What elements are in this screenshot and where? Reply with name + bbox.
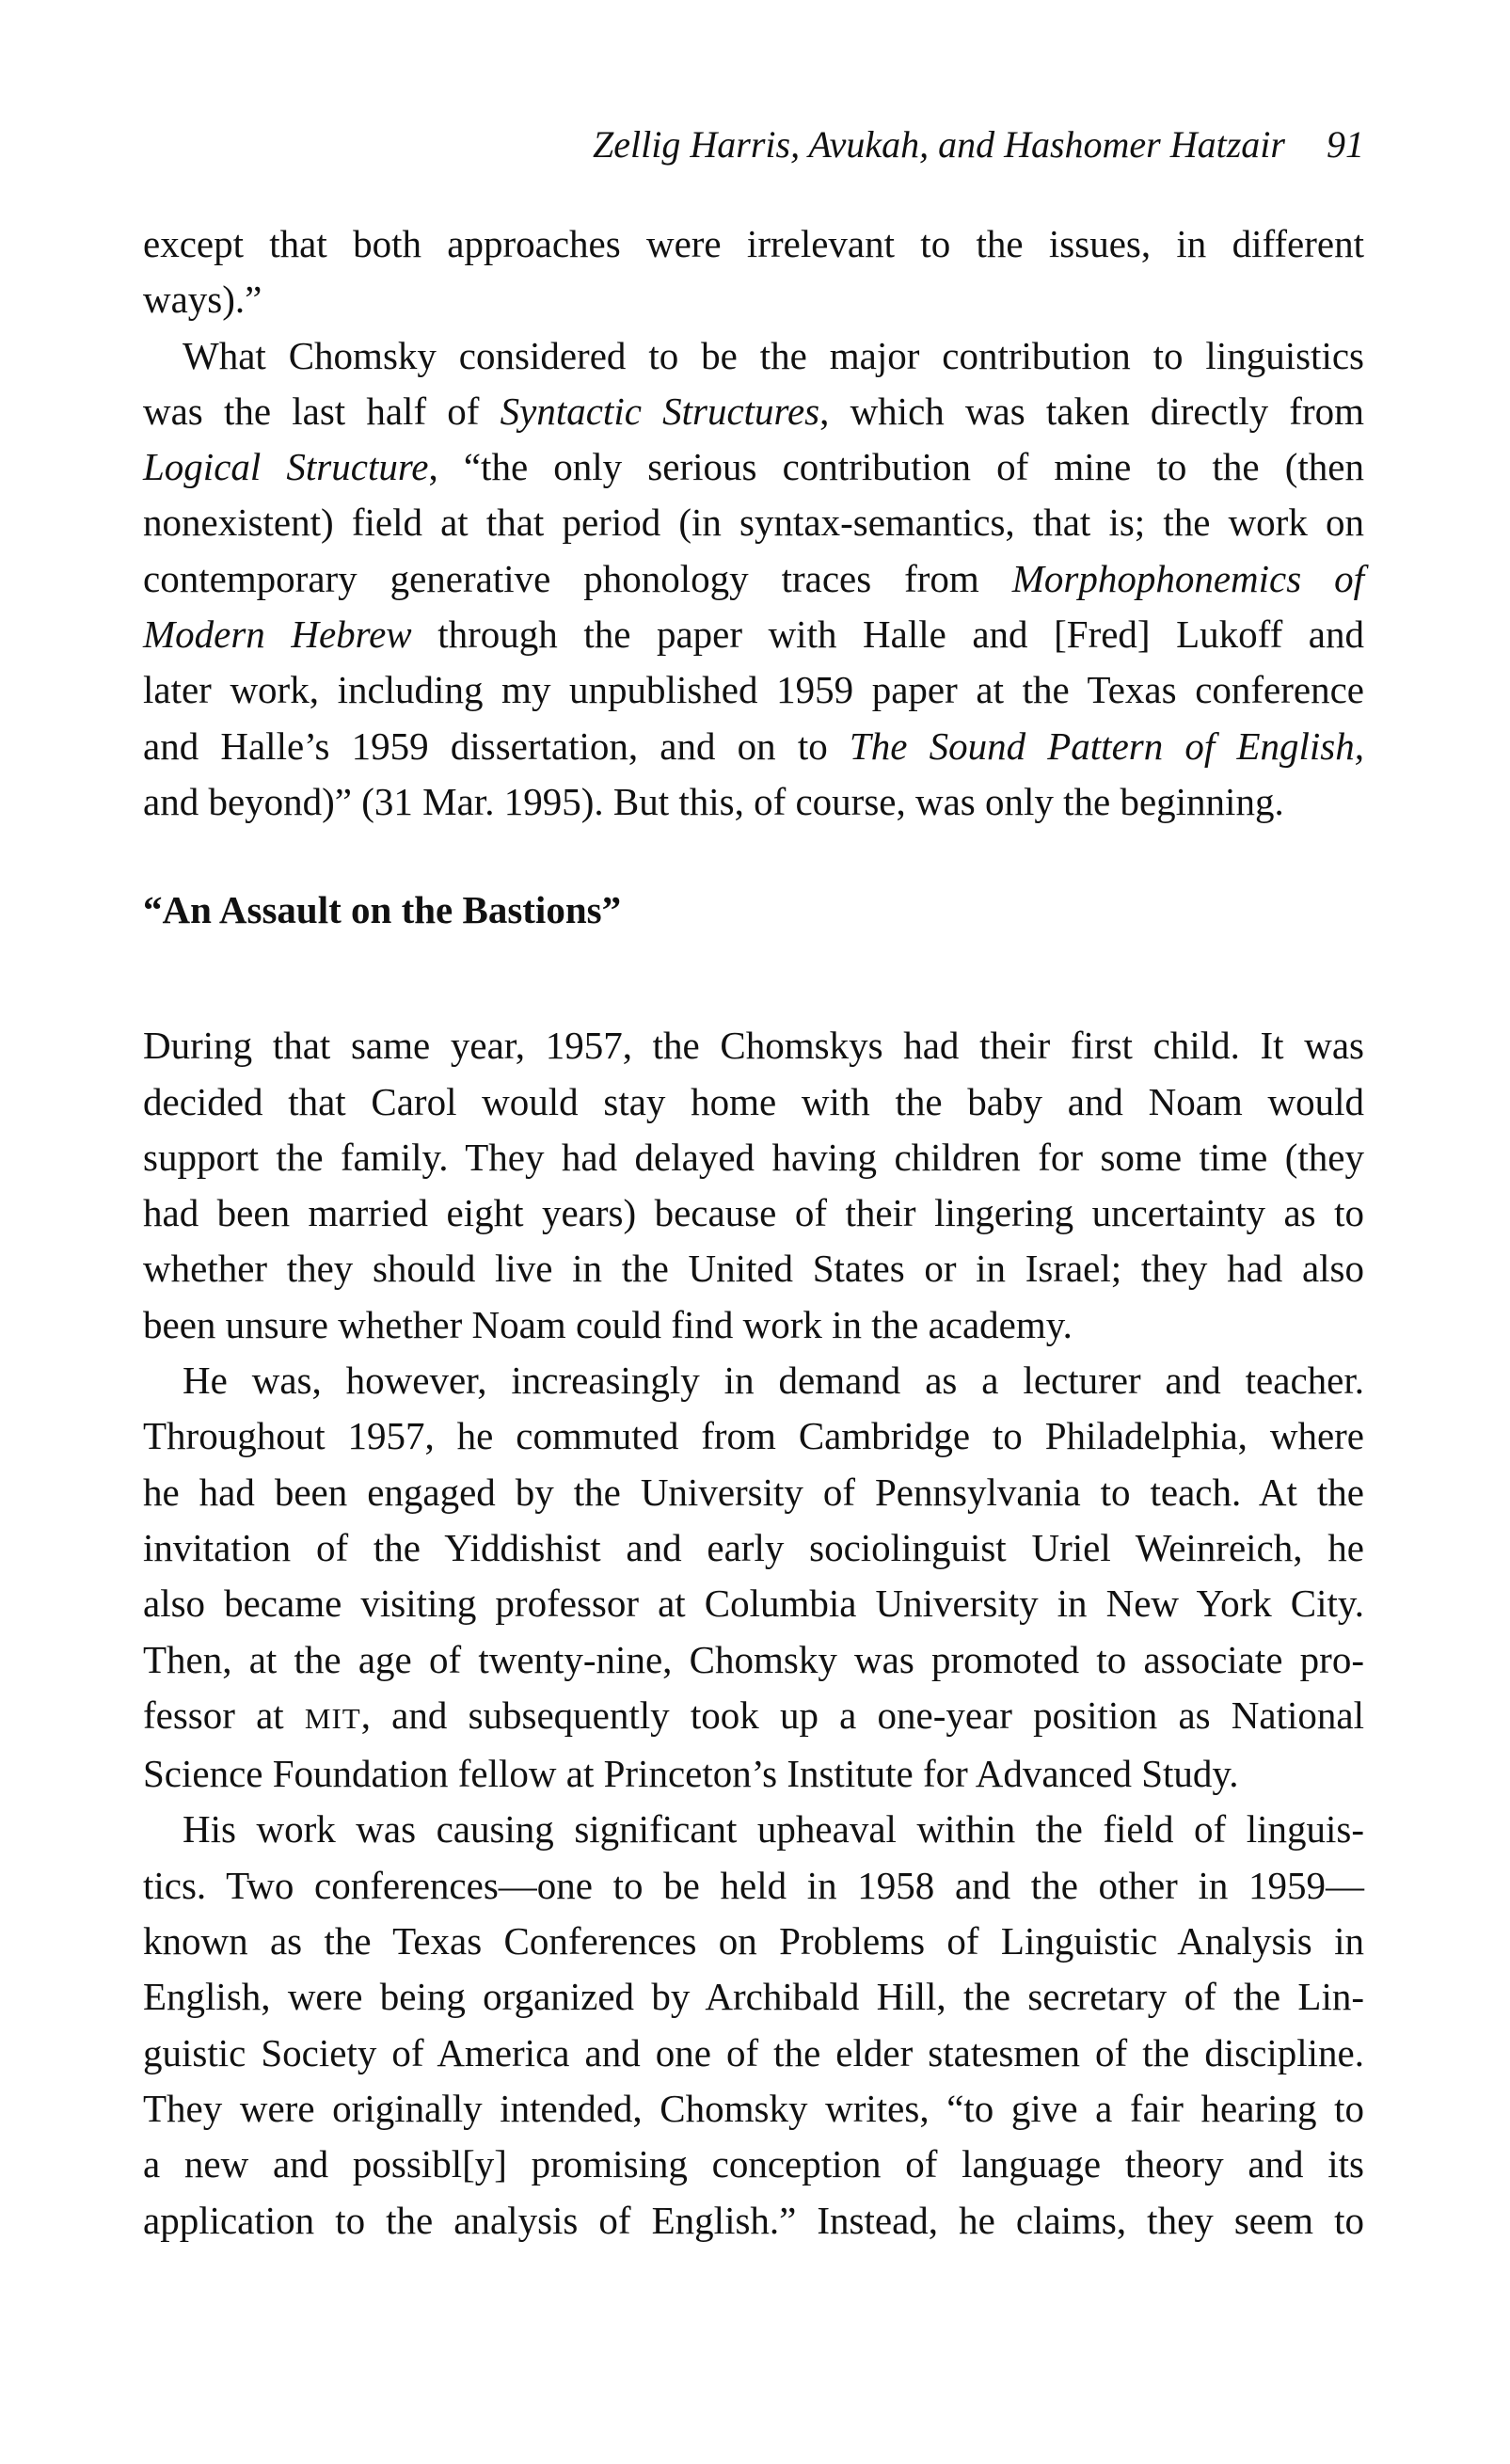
running-head (143, 120, 1364, 169)
text-line: invitation of the Yiddishist and early sociolinguist Uriel Weinreich, he (143, 1525, 1364, 1569)
text-line (143, 384, 1364, 439)
book-title: Logical Structure (143, 445, 429, 489)
text-line: He was, however, increasingly in demand as a lecturer and teacher. (183, 1359, 1364, 1403)
text-line (143, 439, 1364, 495)
text-line: Then, at the age of twenty-nine, Chomsky was promoted to associate pro- (143, 1637, 1364, 1681)
text-run: and Halle’s 1959 dissertation, and on to (143, 723, 850, 768)
text-run: , “the only serious contribution of mine to the (then (428, 445, 1364, 489)
text-line: nonexistent) field at that period (in syntax-semantics, that is; the work on (143, 501, 1364, 545)
text-line: and beyond)” (31 Mar. 1995). But this, of course, was only the beginning. (143, 779, 1284, 823)
text-line: During that same year, 1957, the Chomskys had their first child. It was (143, 1024, 1364, 1068)
text-line: been unsure whether Noam could find work in the academy. (143, 1302, 1073, 1346)
text-line: application to the analysis of English.” Instead, he claims, they seem to (143, 2198, 1364, 2242)
text-run: fessor at (143, 1693, 305, 1737)
text-line: except that both approaches were irrelevant to the issues, in different (143, 222, 1364, 265)
text-line: ways).” (143, 278, 262, 322)
text-run: was the last half of (143, 389, 501, 433)
paragraph-3 (143, 1018, 1364, 1353)
section-heading: “An Assault on the Bastions” (143, 888, 622, 932)
text-run: through the paper with Halle and [Fred] Lukoff and (411, 612, 1365, 657)
text-line: he had been engaged by the University of Pennsylvania to teach. At the (143, 1470, 1364, 1514)
text-line: tics. Two conferences—one to be held in 1958 and the other in 1959— (143, 1863, 1364, 1907)
text-line: had been married eight years) because of their lingering uncertainty as to (143, 1191, 1364, 1235)
text-line: What Chomsky considered to be the major contribution to linguistics (183, 333, 1364, 377)
small-caps-acronym: MIT (304, 1701, 361, 1735)
running-head-title: Zellig Harris, Avukah, and Hashomer Hatzair (593, 123, 1285, 166)
text-run: , and subsequently took up a one-year position as National (360, 1693, 1364, 1737)
text-line: They were originally intended, Chomsky writes, “to give a fair hearing to (143, 2086, 1364, 2130)
text-line: whether they should live in the United States or in Israel; they had also (143, 1247, 1364, 1291)
text-line (143, 551, 1364, 607)
text-line: support the family. They had delayed having children for some time (they (143, 1135, 1364, 1179)
text-line: His work was causing significant upheaval within the field of linguis- (183, 1807, 1364, 1852)
text-run: , which was taken directly from (819, 389, 1364, 433)
text-line: decided that Carol would stay home with the baby and Noam would (143, 1079, 1364, 1123)
paragraph-4 (143, 1353, 1364, 1802)
book-page (143, 120, 1364, 2249)
text-line (143, 719, 1364, 774)
text-line: Science Foundation fellow at Princeton’s Institute for Advanced Study. (143, 1752, 1239, 1796)
text-line: guistic Society of America and one of the elder statesmen of the discipline. (143, 2030, 1364, 2075)
text-line (143, 1688, 1364, 1746)
text-line: a new and possibl[y] promising conception of language theory and its (143, 2142, 1364, 2186)
text-run: contemporary generative phonology traces from (143, 556, 1012, 600)
paragraph-2 (143, 328, 1364, 831)
book-title: Morphophonemics of (1011, 556, 1364, 600)
text-line: known as the Texas Conferences on Problems of Linguistic Analysis in (143, 1919, 1364, 1963)
text-line: English, were being organized by Archibald Hill, the secretary of the Lin- (143, 1975, 1364, 2019)
page-number: 91 (1327, 123, 1364, 166)
book-title: Syntactic Structures (500, 389, 820, 433)
paragraph-1 (143, 216, 1364, 328)
book-title: Modern Hebrew (143, 612, 412, 657)
paragraph-5 (143, 1802, 1364, 2248)
text-line: later work, including my unpublished 1959 paper at the Texas conference (143, 668, 1364, 712)
text-line (143, 607, 1364, 662)
text-line: Throughout 1957, he commuted from Cambridge to Philadelphia, where (143, 1414, 1364, 1458)
text-line: also became visiting professor at Columbia University in New York City. (143, 1582, 1364, 1626)
book-title: The Sound Pattern of English, (849, 723, 1364, 768)
